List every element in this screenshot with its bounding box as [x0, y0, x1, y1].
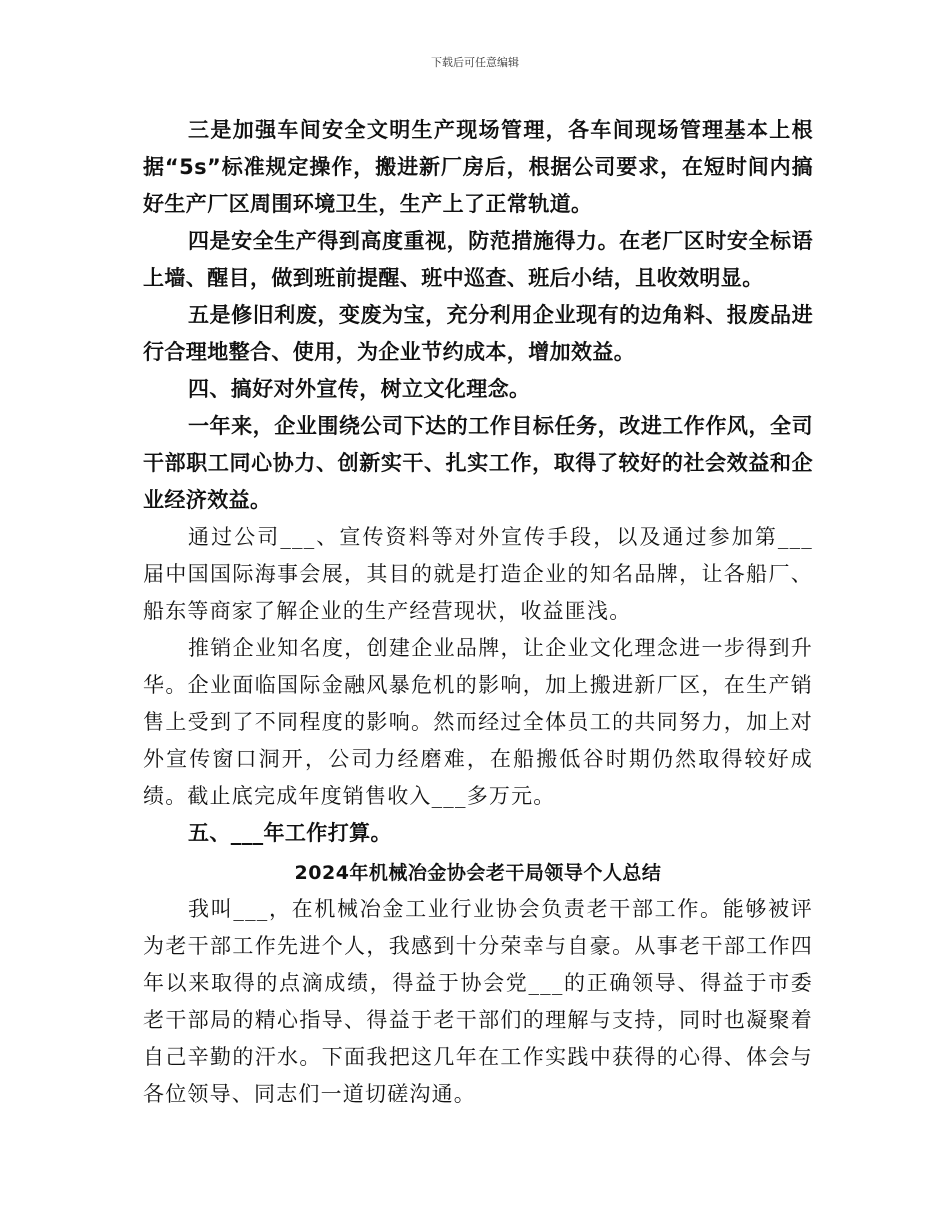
paragraph-year-summary: 一年来，企业围绕公司下达的工作目标任务，改进工作作风，全司干部职工同心协力、创新实干、扎实工作，取得了较好的社会效益和企业经济效益。: [143, 414, 813, 512]
paragraph-publicity-methods: 通过公司___、宣传资料等对外宣传手段，以及通过参加第___届中国国际海事会展，其目的就是打造企业的知名品牌，让各船厂、船东等商家了解企业的生产经营现状，收益匪浅。: [143, 525, 813, 623]
paragraph-workshop-safety: 三是加强车间安全文明生产现场管理，各车间现场管理基本上根据“5s”标准规定操作，搬进新厂房后，根据公司要求，在短时间内搞好生产厂区周围环境卫生，生产上了正常轨道。: [143, 118, 813, 216]
paragraph-safety-production: 四是安全生产得到高度重视，防范措施得力。在老厂区时安全标语上墙、醒目，做到班前提醒、班中巡查、班后小结，且收效明显。: [143, 229, 813, 290]
paragraph-personal-summary: 我叫___，在机械冶金工业行业协会负责老干部工作。能够被评为老干部工作先进个人，我感到十分荣幸与自豪。从事老干部工作四年以来取得的点滴成绩，得益于协会党___的正确领导、得益于市委老干部局的精心指导、得益于老干部们的理解与支持，同时也凝聚着自己辛勤的汗水。下面我把这几年在工作实践中获得的心得、体会与各位领导、同志们一道切磋沟通。: [143, 897, 813, 1106]
paragraph-brand-building: 推销企业知名度，创建企业品牌，让企业文化理念进一步得到升华。企业面临国际金融风暴危机的影响，加上搬进新厂区，在生产销售上受到了不同程度的影响。然而经过全体员工的共同努力，加上对外宣传窗口洞开，公司力经磨难，在船搬低谷时期仍然取得较好成绩。截止底完成年度销售收入___多万元。: [143, 636, 813, 808]
heading-external-publicity: 四、搞好对外宣传，树立文化理念。: [188, 377, 531, 401]
paragraph-recycling: 五是修旧利废，变废为宝，充分利用企业现有的边角料、报废品进行合理地整合、使用，为企业节约成本，增加效益。: [143, 303, 813, 364]
section-title: 2024年机械冶金协会老干局领导个人总结: [294, 862, 662, 884]
document-body: [143, 112, 813, 1113]
page-header-note: 下载后可任意编辑: [431, 56, 519, 69]
heading-work-plan: 五、___年工作打算。: [188, 821, 392, 845]
